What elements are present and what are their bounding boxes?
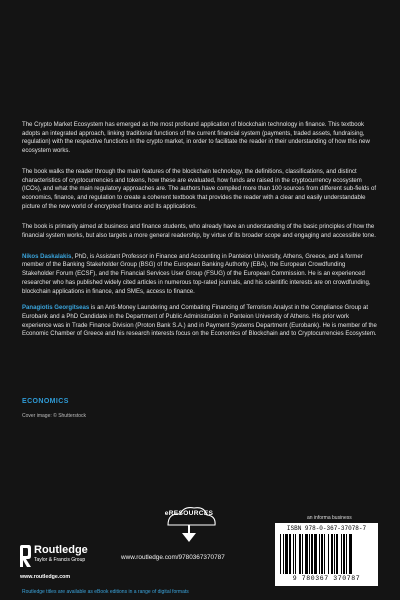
barcode-bar [299, 534, 301, 574]
description-block [22, 121, 378, 347]
ebook-footer-note: Routledge titles are available as eBook editions in a range of digital formats [22, 589, 189, 595]
publisher-logo [20, 543, 115, 583]
barcode-bar [328, 534, 329, 574]
barcode-bar [302, 534, 303, 574]
barcode-bar [321, 534, 323, 574]
barcode-bar [343, 534, 345, 574]
publisher-url[interactable]: www.routledge.com [20, 574, 71, 580]
author-bio-1 [22, 253, 378, 297]
description-paragraph-1: The Crypto Market Ecosystem has emerged as the most profound application of blockchain technology in finance. This textbook adopts an integrated approach, linking traditional functions of the current financial system (payments, traded assets, fundraising, regulation) with the respective functions in the crypto market, in order to facilitate the reader in their understanding of how this new ecosystem works. [22, 122, 370, 155]
routledge-logo-icon [20, 543, 32, 569]
barcode-bar [331, 534, 333, 574]
subject-category: ECONOMICS [22, 398, 69, 405]
author-name-1: Nikos Daskalakis [22, 253, 72, 260]
barcode-bar [280, 534, 281, 574]
author-name-2: Panagiotis Georgitseas [22, 305, 90, 312]
description-paragraph-3: The book is primarily aimed at business and finance students, who already have an understanding of the basic principles of how the financial system works, but also targets a more general readership, by virtue of its broader scope and engaging and accessible tone. [22, 224, 376, 240]
isbn-text: ISBN 978-0-367-37078-7 [286, 525, 367, 532]
barcode-bar [336, 534, 338, 574]
isbn-barcode [275, 523, 378, 586]
barcode-bar [309, 534, 310, 574]
barcode-bar [289, 534, 291, 574]
barcode-bar [319, 534, 320, 574]
eresources-badge [158, 505, 220, 547]
barcode-number: 9 780367 370787 [292, 575, 361, 582]
barcode-bar [349, 534, 352, 574]
author-bio-text-1: , PhD, is Assistant Professor in Finance and Accounting in Panteion University, Athens, Greece, and a former member of the Banking Stakeholder Group (BSG) of the European Banking Authority (EBA), the European Crowdfunding Stakeholder Forum (ECSF), and the Financial Services User Group (FSUG) of the European Commission. He is an experienced researcher who has published widely cited articles in numerous top-rated journals, and his scientific interests are on crowdfunding, blockchain applications in finance, and SMEs, access to finance. [22, 253, 371, 295]
informa-tagline: an informa business [307, 515, 352, 521]
barcode-bar [324, 534, 325, 574]
barcode-bar [293, 534, 294, 574]
barcode-bar [314, 534, 317, 574]
barcode-bar [341, 534, 342, 574]
barcode-bar [311, 534, 313, 574]
barcode-bar [346, 534, 347, 574]
publisher-group: Taylor & Francis Group [34, 557, 86, 563]
barcode-bar [283, 534, 284, 574]
publisher-name: Routledge [34, 544, 88, 556]
author-bio-2 [22, 304, 378, 339]
barcode-bar [305, 534, 308, 574]
cover-credit: Cover image: © Shutterstock [22, 413, 86, 419]
description-paragraph-2: The book walks the reader through the main features of the blockchain technology, the definitions, classifications, and distinct characteristics of cryptocurrencies and tokens, how these are evaluated, how funds are raised in the cryptocurrency ecosystem (ICOs), and what the main regulatory approaches are. The authors have compiled more than 100 sources from different sub-fields of economics, finance, and regulation to create a coherent textbook that provides the reader with a clear and easily understandable picture of the new world of encrypted finance and its applications. [22, 168, 377, 210]
barcode-bar [334, 534, 335, 574]
author-bio-text-2: is an Anti-Money Laundering and Combating Financing of Terrorism Analyst in the Compliance Group at Eurobank and a PhD Candidate in the Department of Public Administration in Panteion University of Athens. His prior work experience was in Trade Finance Division (Proton Bank S.A.) and in Payment Systems Department (Eurobank). He is member of the Economic Chamber of Greece and his research interests focus on the Economics of Blockchain and to Cryptocurrencies Ecosystem. [22, 305, 377, 338]
eresources-label: eRESOURCES [164, 510, 214, 517]
barcode-bar [285, 534, 288, 574]
barcode-bar [295, 534, 296, 574]
eresources-url[interactable]: www.routledge.com/9780367370787 [121, 554, 225, 561]
barcode-bars [279, 534, 374, 574]
